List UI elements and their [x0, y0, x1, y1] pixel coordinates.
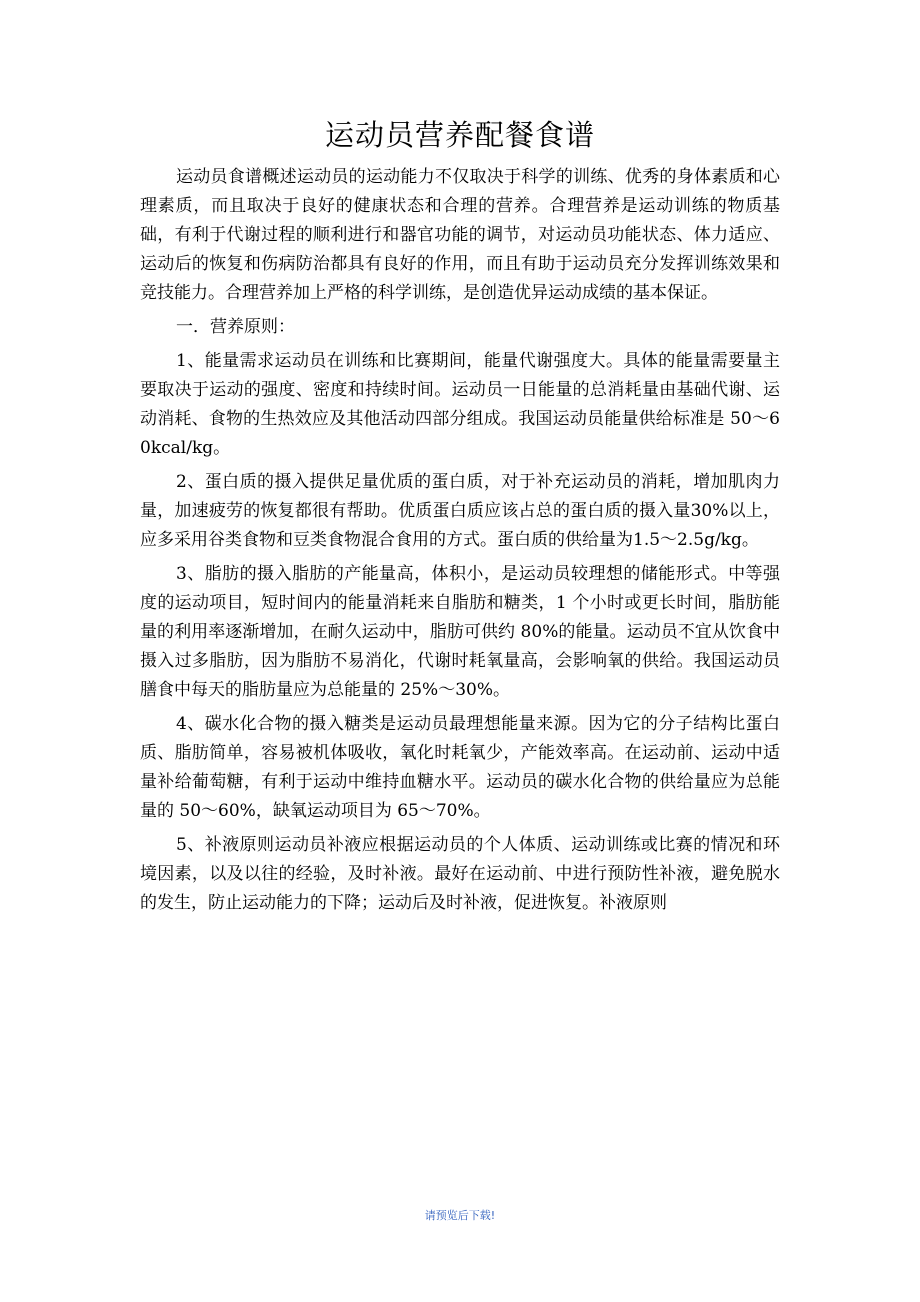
section-heading-nutrition-principles: 一．营养原则： [176, 317, 295, 337]
paragraph-fluid-replenishment: 5、补液原则运动员补液应根据运动员的个人体质、运动训练或比赛的情况和环境因素，以及以往的经验，及时补液。最好在运动前、中进行预防性补液，避免脱水的发生，防止运动能力的下降；运动后及时补液，促进恢复。补液原则 [140, 835, 780, 913]
paragraph-energy-requirements: 1、能量需求运动员在训练和比赛期间，能量代谢强度大。具体的能量需要量主要取决于运动的强度、密度和持续时间。运动员一日能量的总消耗量由基础代谢、运动消耗、食物的生热效应及其他活动四部分组成。我国运动员能量供给标准是 50～60kcal/kg。 [140, 351, 780, 458]
page-footer-note: 请预览后下载! [424, 1209, 496, 1222]
paragraph-fat-intake: 3、脂肪的摄入脂肪的产能量高，体积小，是运动员较理想的储能形式。中等强度的运动项目，短时间内的能量消耗来自脂肪和糖类，1 个小时或更长时间，脂肪能量的利用率逐渐增加，在耐久运动中，脂肪可供约 80%的能量。运动员不宜从饮食中摄入过多脂肪，因为脂肪不易消化，代谢时耗氧量高，会影响氧的供给。我国运动员膳食中每天的脂肪量应为总能量的 25%～30%。 [140, 564, 780, 700]
document-title: 运动员营养配餐食谱 [324, 118, 595, 152]
paragraph-protein-intake: 2、蛋白质的摄入提供足量优质的蛋白质，对于补充运动员的消耗，增加肌肉力量，加速疲劳的恢复都很有帮助。优质蛋白质应该占总的蛋白质的摄入量30%以上，应多采用谷类食物和豆类食物混合食用的方式。蛋白质的供给量为1.5～2.5g/kg。 [140, 472, 780, 550]
paragraph-carbohydrate-intake: 4、碳水化合物的摄入糖类是运动员最理想能量来源。因为它的分子结构比蛋白质、脂肪简单，容易被机体吸收，氧化时耗氧少，产能效率高。在运动前、运动中适量补给葡萄糖，有利于运动中维持血糖水平。运动员的碳水化合物的供给量应为总能量的 50～60%，缺氧运动项目为 65～70%。 [140, 714, 780, 821]
document-page [140, 112, 780, 918]
intro-paragraph: 运动员食谱概述运动员的运动能力不仅取决于科学的训练、优秀的身体素质和心理素质，而且取决于良好的健康状态和合理的营养。合理营养是运动训练的物质基础，有利于代谢过程的顺利进行和器官功能的调节，对运动员功能状态、体力适应、运动后的恢复和伤病防治都具有良好的作用，而且有助于运动员充分发挥训练效果和竞技能力。合理营养加上严格的科学训练，是创造优异运动成绩的基本保证。 [140, 167, 780, 303]
